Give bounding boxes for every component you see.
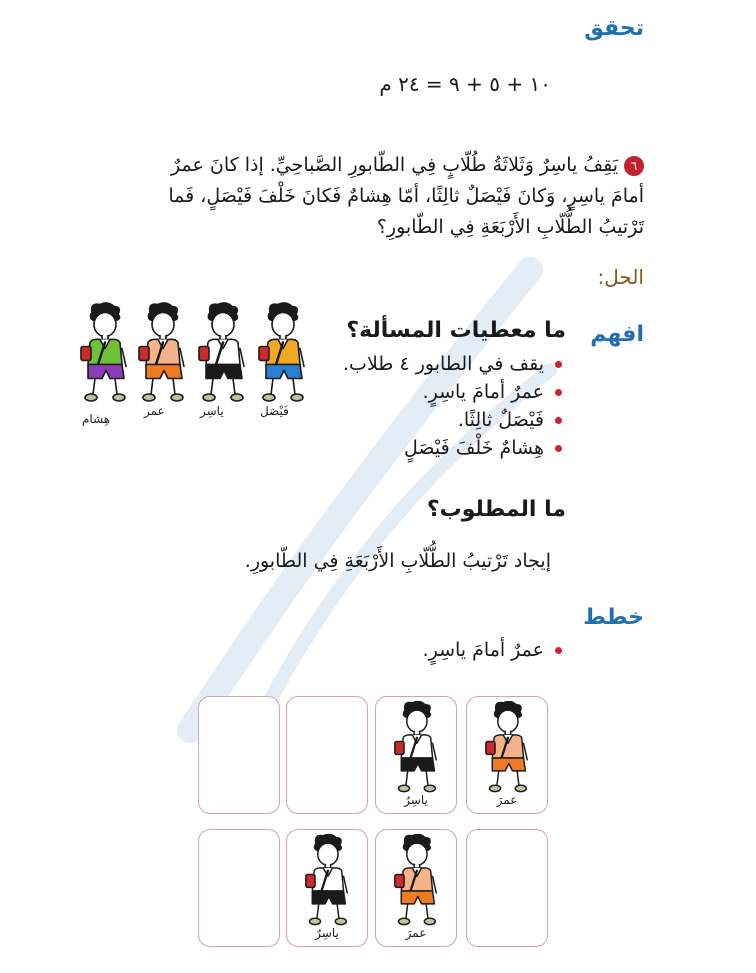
kid-figure-hisham: [78, 300, 130, 405]
kid-name-omar: عمر: [144, 404, 165, 418]
understand-label: افهم: [590, 322, 644, 347]
given-item: يقف في الطابور ٤ طلاب.: [343, 350, 566, 378]
grid-kid-omar: [390, 834, 442, 926]
problem-number-badge: ٦: [624, 156, 644, 176]
solution-label: الحل:: [597, 265, 644, 289]
required-text: إيجاد تَرْتيبُ الطُّلّابِ الأَرْبَعَةِ فِي الطّابورِ.: [244, 550, 551, 572]
plan-label: خطط: [583, 605, 644, 630]
kid-figure-omar: [136, 300, 188, 405]
plan-item: عمرٌ أمامَ ياسِرٍ.: [423, 636, 566, 664]
check-equation: ١٠ + ٥ + ٩ = ٢٤ م: [379, 72, 551, 96]
grid-kid-yasir: [301, 834, 353, 926]
given-item: فَيْصَلٌ ثالِثًا.: [343, 406, 566, 434]
grid-kid-omar: [481, 701, 533, 793]
kid-figure-yasir: [196, 300, 248, 405]
plan-list: [423, 636, 566, 664]
givens-title: ما معطيات المسألة؟: [346, 318, 566, 343]
kid-name-yasir: ياسِر: [200, 404, 224, 418]
grid-box-r1-c2: [375, 696, 457, 814]
grid-box-r1-c1: [466, 696, 548, 814]
grid-label-omar: عمرَ: [405, 926, 427, 940]
grid-kid-yasir: [390, 701, 442, 793]
problem-text: يَقِفُ ياسِرٌ وَثَلاثَةُ طُلّابٍ فِي الطّابورِ الصَّباحِيِّ. إذا كانَ عمرٌ أمامَ ياسِرٍ، وَكانَ فَيْصَلٌ ثالِثًا، أمّا هِشامٌ فَكانَ خَلْفَ فَيْصَلٍ، فَما تَرْتيبُ الطُّلّابِ الأَرْبَعَةِ فِي الطّابورِ؟: [168, 154, 644, 238]
kid-name-hisham: هِشام: [82, 412, 111, 426]
grid-box-r2-c1: [466, 829, 548, 947]
grid-box-r2-c3: [286, 829, 368, 947]
problem-statement: [144, 150, 644, 243]
grid-label-yasir: ياسِرٌ: [404, 793, 428, 807]
given-item: هِشامٌ خَلْفَ فَيْصَلٍ: [343, 434, 566, 462]
kid-figure-faisal: [256, 300, 308, 405]
grid-box-r2-c4: [198, 829, 280, 947]
grid-box-r1-c4: [198, 696, 280, 814]
grid-box-r1-c3: [286, 696, 368, 814]
check-title: تحقق: [584, 16, 644, 41]
required-title: ما المطلوب؟: [426, 497, 566, 522]
given-item: عمرٌ أمامَ ياسِرٍ.: [343, 378, 566, 406]
grid-box-r2-c2: [375, 829, 457, 947]
grid-label-yasir: ياسِرٌ: [315, 926, 339, 940]
kid-name-faisal: فَيْصَل: [260, 404, 289, 418]
grid-label-omar: عمرَ: [496, 793, 518, 807]
givens-list: [343, 350, 566, 462]
kids-illustration: [78, 300, 308, 440]
